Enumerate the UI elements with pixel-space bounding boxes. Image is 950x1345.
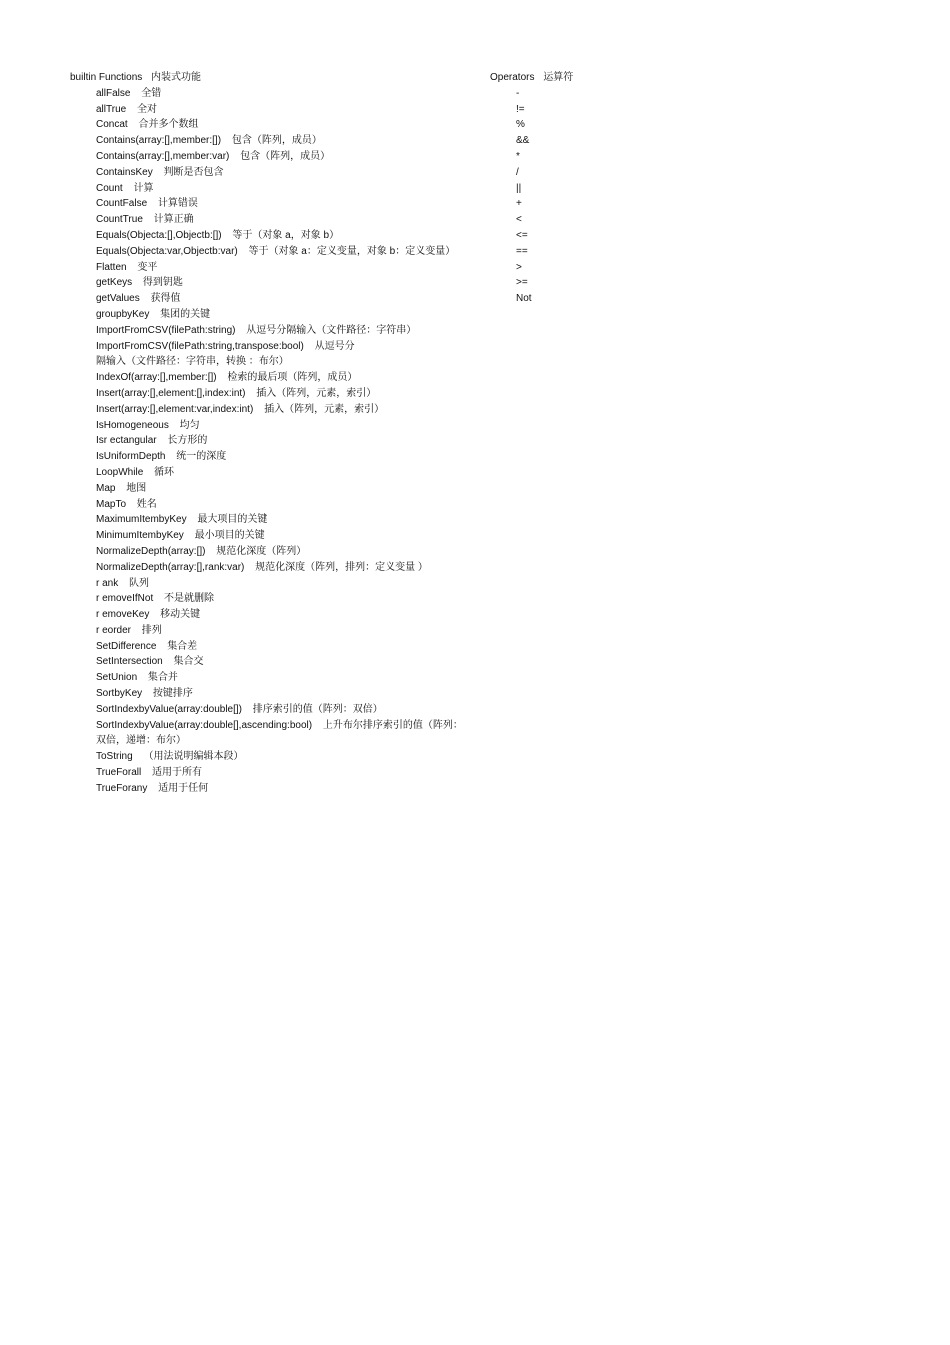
function-item — [70, 654, 490, 670]
functions-column — [70, 70, 490, 797]
function-item — [70, 291, 490, 307]
function-item — [70, 718, 466, 750]
function-signature: r emoveIfNot — [96, 593, 154, 605]
function-item — [70, 275, 490, 291]
function-item — [70, 560, 490, 576]
function-signature: MaximumItembyKey — [96, 514, 187, 526]
function-signature: MapTo — [96, 498, 127, 510]
operator-item: + — [516, 198, 522, 210]
function-item — [70, 212, 490, 228]
function-description: 得到钥匙 — [142, 277, 183, 289]
function-item — [70, 781, 490, 797]
function-item — [70, 228, 490, 244]
function-signature: getKeys — [96, 277, 133, 289]
function-item — [70, 639, 490, 655]
function-signature: ImportFromCSV(filePath:string) — [96, 324, 236, 336]
function-item — [70, 465, 490, 481]
function-description: 判断是否包含 — [163, 166, 224, 178]
function-item — [70, 607, 490, 623]
function-description: 集合差 — [167, 640, 198, 652]
function-signature: SetUnion — [96, 672, 138, 684]
function-description: 适用于所有 — [151, 767, 202, 779]
operator-item: > — [516, 261, 522, 273]
function-signature: allTrue — [96, 103, 127, 115]
function-item — [70, 86, 490, 102]
function-signature: ImportFromCSV(filePath:string,transpose:bool) — [96, 340, 304, 352]
functions-list — [70, 86, 490, 797]
operators-list — [490, 86, 690, 307]
function-item — [70, 576, 490, 592]
function-description: 长方形的 — [167, 435, 208, 447]
operator-item: >= — [516, 277, 528, 289]
function-item — [70, 702, 490, 718]
function-signature: IndexOf(array:[],member:[]) — [96, 372, 217, 384]
function-description: 不是就删除 — [164, 593, 215, 605]
operator-item: < — [516, 214, 522, 226]
function-signature: r emoveKey — [96, 609, 150, 621]
operator-item: || — [516, 182, 522, 194]
function-signature: Insert(array:[],element:[],index:int) — [96, 387, 246, 399]
function-item — [70, 307, 490, 323]
operator-item: <= — [516, 229, 528, 241]
function-item — [70, 670, 490, 686]
function-item — [70, 102, 490, 118]
function-description: 最大项目的关键 — [197, 514, 268, 526]
function-signature: MinimumItembyKey — [96, 530, 184, 542]
function-description: 插入（阵列，元素，索引） — [264, 403, 385, 415]
function-description: 集合并 — [147, 672, 178, 684]
function-signature: r ank — [96, 577, 119, 589]
function-item — [70, 196, 490, 212]
function-description: 上升布尔排序索引的值（阵列：双倍，递增：布尔） — [96, 719, 463, 747]
function-signature: Isr ectangular — [96, 435, 157, 447]
function-description: 队列 — [129, 577, 150, 589]
function-item — [70, 244, 490, 260]
function-description: 获得值 — [150, 293, 181, 305]
function-description: 均匀 — [179, 419, 200, 431]
function-item — [70, 623, 490, 639]
function-signature: SetIntersection — [96, 656, 163, 668]
function-signature: ToString — [96, 751, 133, 763]
function-item — [70, 481, 490, 497]
operator-item: && — [516, 135, 530, 147]
function-signature: IsUniformDepth — [96, 451, 166, 463]
function-item — [70, 181, 490, 197]
function-item — [70, 544, 490, 560]
function-description: 地图 — [126, 482, 147, 494]
function-description: 统一的深度 — [176, 451, 227, 463]
function-description: 集合交 — [173, 656, 204, 668]
function-signature: SortbyKey — [96, 688, 143, 700]
operators-heading-en: Operators — [490, 72, 535, 83]
function-description: 规范化深度（阵列） — [216, 545, 307, 557]
function-description: 最小项目的关键 — [194, 530, 265, 542]
function-item — [70, 386, 490, 402]
function-item — [70, 528, 490, 544]
function-item — [70, 497, 490, 513]
function-item — [70, 323, 490, 339]
function-description: 全错 — [141, 87, 162, 99]
function-signature: NormalizeDepth(array:[]) — [96, 545, 206, 557]
function-signature: CountFalse — [96, 198, 148, 210]
function-item — [70, 165, 490, 181]
function-signature: Map — [96, 482, 116, 494]
function-item — [70, 370, 490, 386]
function-description: 移动关键 — [160, 609, 201, 621]
operators-heading — [490, 70, 690, 86]
function-item — [70, 765, 490, 781]
function-item — [70, 686, 490, 702]
operator-item: Not — [516, 293, 532, 305]
function-description: 检索的最后项（阵列，成员） — [227, 372, 358, 384]
operator-item: / — [516, 166, 519, 178]
function-description: 计算正确 — [153, 214, 194, 226]
function-signature: ContainsKey — [96, 166, 153, 178]
function-description: 计算错误 — [157, 198, 198, 210]
function-item — [70, 749, 490, 765]
function-signature: LoopWhile — [96, 466, 144, 478]
function-signature: SortIndexbyValue(array:double[],ascending:bool) — [96, 719, 313, 731]
function-item — [70, 133, 490, 149]
function-description: 等于（对象 a，对象 b） — [232, 229, 340, 241]
function-item — [70, 339, 356, 371]
function-item — [70, 591, 490, 607]
operator-item: != — [516, 103, 525, 115]
operator-item: % — [516, 119, 525, 131]
function-description: 从逗号分隔输入（文件路径：字符串，转换 ：布尔） — [96, 340, 355, 368]
function-signature: Contains(array:[],member:var) — [96, 150, 230, 162]
function-signature: Flatten — [96, 261, 127, 273]
functions-heading-en: builtin Functions — [70, 72, 143, 83]
function-signature: Equals(Objecta:[],Objectb:[]) — [96, 229, 222, 241]
function-description: 插入（阵列，元素，索引） — [256, 387, 377, 399]
function-description: 从逗号分隔输入（文件路径：字符串） — [246, 324, 417, 336]
function-item — [70, 149, 490, 165]
function-description: 按键排序 — [152, 688, 193, 700]
function-item — [70, 433, 490, 449]
function-description: 等于（对象 a：定义变量，对象 b：定义变量） — [248, 245, 456, 257]
function-item — [70, 260, 490, 276]
operators-column — [490, 70, 690, 307]
operators-heading-cn: 运算符 — [543, 72, 574, 83]
function-description: 合并多个数组 — [138, 119, 199, 131]
operator-item: == — [516, 245, 528, 257]
function-signature: r eorder — [96, 624, 132, 636]
function-description: 计算 — [133, 182, 154, 194]
function-signature: SetDifference — [96, 640, 157, 652]
function-item — [70, 418, 490, 434]
function-description: 姓名 — [136, 498, 157, 510]
function-signature: Insert(array:[],element:var,index:int) — [96, 403, 254, 415]
operator-item: - — [516, 87, 520, 99]
function-description: 包含（阵列，成员） — [240, 150, 331, 162]
function-description: 排列 — [141, 624, 162, 636]
function-signature: CountTrue — [96, 214, 143, 226]
functions-heading — [70, 70, 490, 86]
function-item — [70, 402, 490, 418]
function-description: 排序索引的值（阵列：双倍） — [252, 703, 383, 715]
function-item — [70, 512, 490, 528]
function-signature: TrueForany — [96, 782, 148, 794]
function-description: 适用于任何 — [158, 782, 209, 794]
function-signature: Concat — [96, 119, 128, 131]
function-description: 包含（阵列，成员） — [231, 135, 322, 147]
function-signature: groupbyKey — [96, 308, 150, 320]
function-signature: SortIndexbyValue(array:double[]) — [96, 703, 243, 715]
function-description: 规范化深度（阵列，排列：定义变量 ） — [255, 561, 428, 573]
function-description: （用法说明编辑本段） — [143, 751, 244, 763]
function-description: 集团的关键 — [160, 308, 211, 320]
function-description: 循环 — [154, 466, 175, 478]
function-signature: IsHomogeneous — [96, 419, 169, 431]
functions-heading-cn: 内装式功能 — [151, 72, 202, 83]
function-signature: getValues — [96, 293, 140, 305]
function-signature: Equals(Objecta:var,Objectb:var) — [96, 245, 238, 257]
function-item — [70, 117, 490, 133]
function-signature: Count — [96, 182, 123, 194]
function-signature: NormalizeDepth(array:[],rank:var) — [96, 561, 245, 573]
operator-item: * — [516, 150, 520, 162]
function-description: 全对 — [136, 103, 157, 115]
function-item — [70, 449, 490, 465]
function-signature: Contains(array:[],member:[]) — [96, 135, 222, 147]
function-signature: TrueForall — [96, 767, 142, 779]
function-description: 变平 — [137, 261, 158, 273]
function-signature: allFalse — [96, 87, 131, 99]
